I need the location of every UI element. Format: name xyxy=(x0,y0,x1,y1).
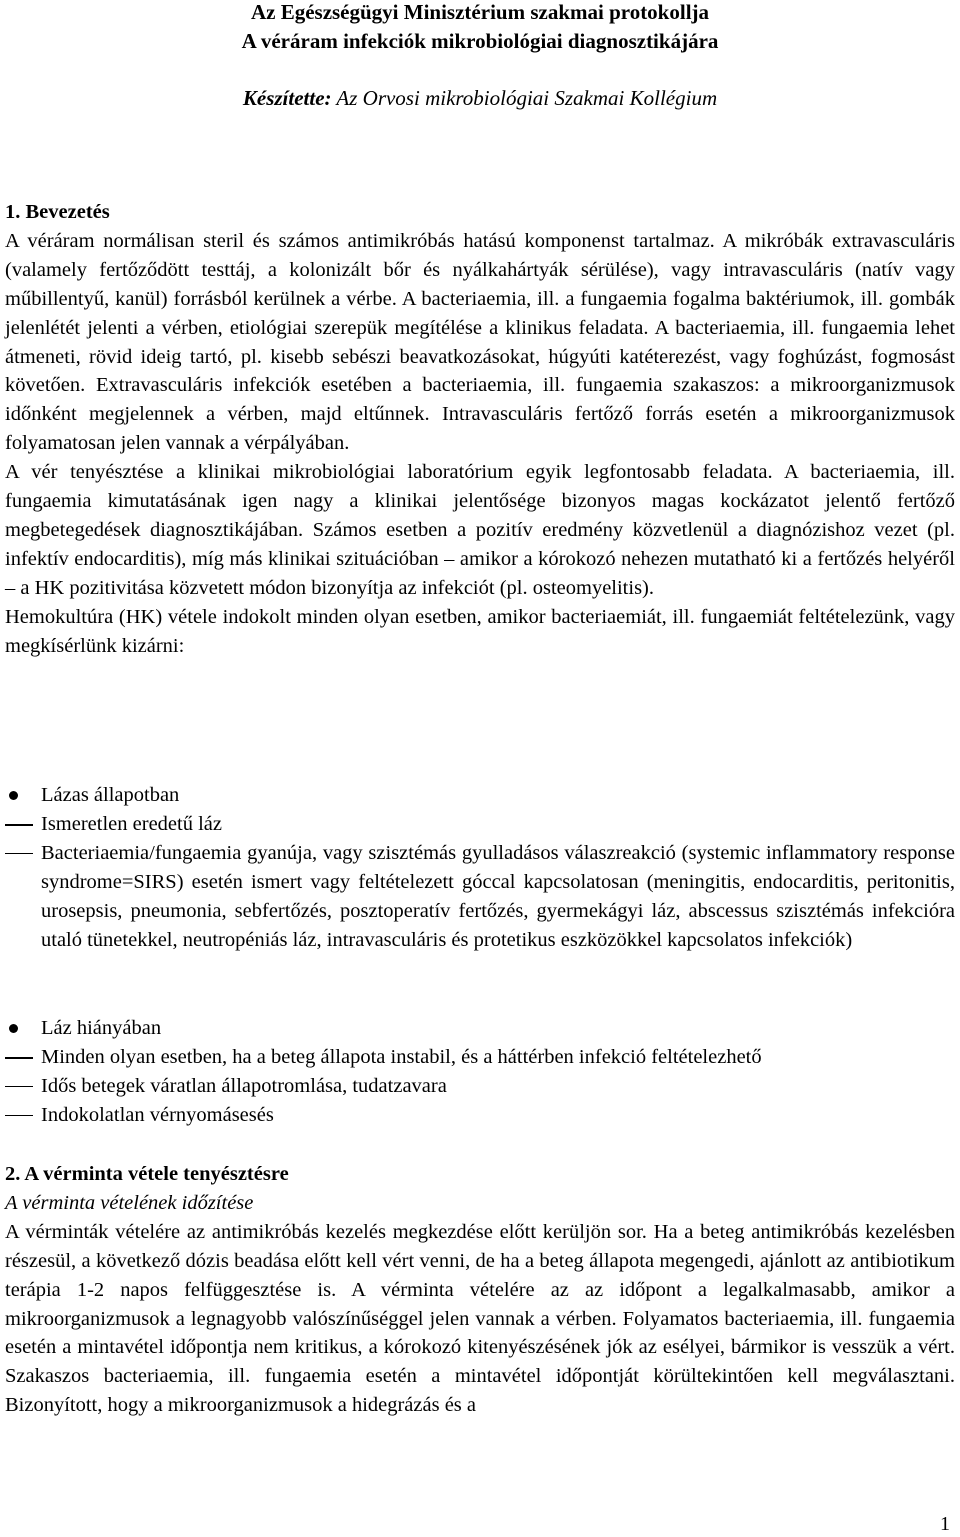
timing-paragraph: A vérminták vételére az antimikróbás kezelés megkezdése előtt kerüljön sor. Ha a beteg antimikróbás kezelésben részesül, a következő dózis beadása előtt kell vért venni, de ha a beteg állapota megengedi, ajánlott az antibiotikum terápia 1-2 napos felfüggesztése is. A vérminta vételére az az időpont a legalkalmasabb, amikor a mikroorganizmusok a legnagyobb valószínűséggel jelen vannak a vérben. Folyamatos bacteriaemia, ill. fungaemia esetén a mintavétel időpontja nem kritikus, a kórokozó kitenyészésének jók az esélyei, bármikor is vesszük a vért. Szakaszos bacteriaemia, ill. fungaemia esetén a mintavétel időpontját körültekintően kell megválasztani. Bizonyított, hogy a mikroorganizmusok a hidegrázás és a xyxy=(5,1220,955,1417)
document-title-line1: Az Egészségügyi Minisztérium szakmai protokollja xyxy=(250,0,710,24)
indication-list-fever xyxy=(5,781,955,954)
list-item xyxy=(5,1014,955,1043)
author-value: Az Orvosi mikrobiológiai Szakmai Kollégium xyxy=(331,86,718,110)
list-item-text: Idős betegek váratlan állapotromlása, tudatzavara xyxy=(41,1074,447,1097)
author-label: Készítette: xyxy=(242,86,332,110)
list-item xyxy=(5,1043,955,1072)
section-heading-introduction: 1. Bevezetés xyxy=(5,201,110,223)
section-blood-sampling xyxy=(5,1160,955,1420)
list-item xyxy=(5,810,955,839)
author-line xyxy=(0,84,960,113)
list-item-text: Indokolatlan vérnyomásesés xyxy=(41,1103,274,1126)
list-item-text: Láz hiányában xyxy=(41,1017,162,1039)
intro-paragraph-2: A vér tenyésztése a klinikai mikrobiológiai laboratórium egyik legfontosabb feladata. A bacteriaemia, ill. fungaemia kimutatásának igen nagy a klinikai jelentősége bizonyos magas kockázatot jelentő fertőző megbetegedések diagnosztikájában. Számos esetben a pozitív eredmény közvetlenül a diagnózishoz vezet (pl. infektív endocarditis), míg más klinikai szituációban – amikor a kórokozó nehezen mutatható ki a fertőzés helyéről – a HK pozitivitása közvetett módon bizonyítja az infekciót (pl. osteomyelitis). xyxy=(5,461,955,599)
list-item-text: Minden olyan esetben, ha a beteg állapota instabil, és a háttérben infekció feltételezhető xyxy=(41,1045,762,1068)
list-item-text: Bacteriaemia/fungaemia gyanúja, vagy szisztémás gyulladásos válaszreakció (systemic inflammatory response syndrome=SIRS) esetén ismert vagy feltételezett góccal kapcsolatosan (meningitis, endocarditis, peritonitis, urosepsis, pneumonia, sebfertőzés, posztoperatív fertőzés, gyermekágyi láz, abscessus szisztémás infekcióra utaló tünetekkel, neutropéniás láz, intravasculáris és protetikus eszközökkel kapcsolatos infekciók) xyxy=(41,841,955,951)
intro-paragraph-3: Hemokultúra (HK) vétele indokolt minden olyan esetben, amikor bacteriaemiát, ill. fungaemiát feltételezünk, vagy megkísérlünk kizárni: xyxy=(5,605,955,657)
list-item-text: Ismeretlen eredetű láz xyxy=(41,812,222,835)
document-title-line2: A véráram infekciók mikrobiológiai diagnosztikájára xyxy=(241,29,719,53)
section-heading-blood-sampling: 2. A vérminta vétele tenyésztésre xyxy=(5,1163,289,1185)
intro-paragraph-1: A véráram normálisan steril és számos antimikróbás hatású komponenst tartalmaz. A mikróbák extravasculáris (valamely fertőződött testtáj, a kolonizált bőr és nyálkahártyák sérülése), vagy intravasculáris (natív vagy műbillentyű, kanül) forrásból kerülnek a vérbe. A bacteriaemia, ill. a fungaemia fogalma baktériumok, ill. gombák jelenlétét jelenti a vérben, etiológiai szerepük megítélése a klinikus feladata. A bacteriaemia, ill. fungaemia lehet átmeneti, rövid ideig tartó, pl. kisebb sebészi beavatkozásokat, húgyúti katéterezést, vagy foghúzást, fogmosást követően. Extravasculáris infekciók esetében a bacteriaemia, ill. fungaemia szakaszos: a mikroorganizmusok időnként megjelennek a vérben, majd eltűnnek. Intravasculáris fertőző forrás esetén a mikroorganizmusok folyamatosan jelen vannak a vérpályában. xyxy=(5,229,955,455)
subsection-heading-timing: A vérminta vételének időzítése xyxy=(5,1191,254,1214)
list-item-text: Lázas állapotban xyxy=(41,784,180,806)
list-item xyxy=(5,1072,955,1101)
list-item xyxy=(5,1101,955,1130)
indication-list-no-fever xyxy=(5,1014,955,1130)
list-item xyxy=(5,781,955,810)
list-item xyxy=(5,839,955,955)
section-introduction xyxy=(5,198,955,661)
page-number: 1 xyxy=(940,1513,950,1535)
